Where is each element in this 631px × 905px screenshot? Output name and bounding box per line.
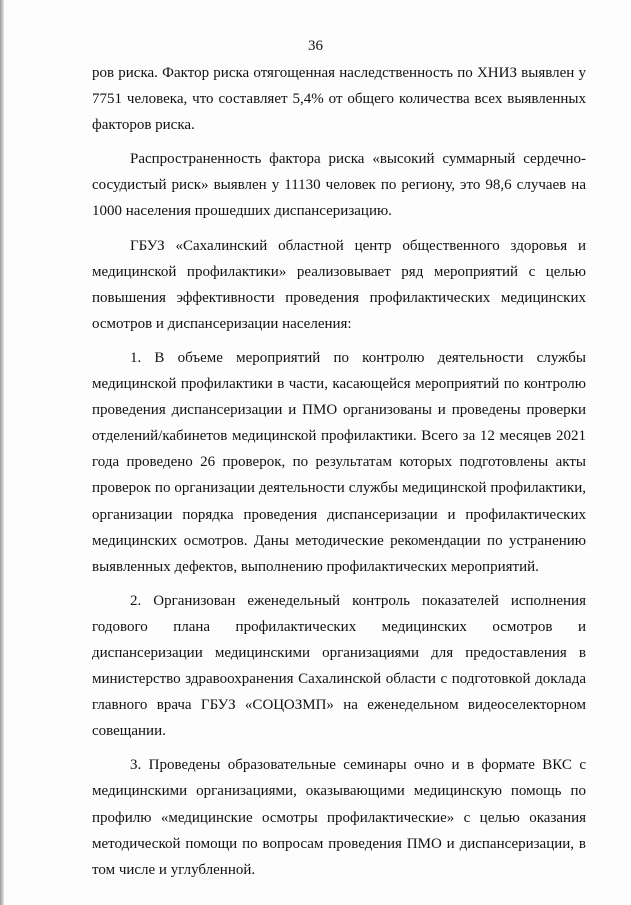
page-number: 36 bbox=[308, 38, 323, 54]
document-body bbox=[92, 60, 586, 891]
paragraph-cardiovascular-risk: Распространенность фактора риска «высокий суммарный сердечно-сосудистый риск» выявлен у 11130 человек по региону, это 98,6 случаев на 1000 населения прошедших диспансеризацию. bbox=[92, 151, 586, 220]
paragraph-item-1-inspections: 1. В объеме мероприятий по контролю деятельности службы медицинской профилактики в части, касающейся мероприятий по контролю проведения диспансеризации и ПМО организованы и проведены проверки отделений/кабинетов медицинской профилактики. Всего за 12 месяцев 2021 года проведено 26 проверок, по результатам которых подготовлены акты проверок по организации деятельности службы медицинской профилактики, организации порядка проведения диспансеризации и профилактических медицинских осмотров. Даны методические рекомендации по устранению выявленных дефектов, выполнению профилактических мероприятий. bbox=[92, 349, 586, 575]
paragraph-risk-factors-continued: ров риска. Фактор риска отягощенная наследственность по ХНИЗ выявлен у 7751 человека, что составляет 5,4% от общего количества всех выявленных факторов риска. bbox=[92, 65, 586, 134]
page-edge-shadow bbox=[0, 0, 4, 905]
paragraph-item-3-seminars: 3. Проведены образовательные семинары очно и в формате ВКС с медицинскими организациями, оказывающими медицинскую помощь по профилю «медицинские осмотры профилактические» с целью оказания методической помощи по вопросам проведения ПМО и диспансеризации, в том числе и углубленной. bbox=[92, 757, 586, 878]
paragraph-item-2-weekly-control: 2. Организован еженедельный контроль показателей исполнения годового плана профилактических медицинских осмотров и диспансеризации медицинскими организациями для предоставления в министерство здравоохранения Сахалинской области с подготовкой доклада главного врача ГБУЗ «СОЦОЗМП» на еженедельном видеоселекторном совещании. bbox=[92, 592, 586, 740]
paragraph-center-activities: ГБУЗ «Сахалинский областной центр общественного здоровья и медицинской профилактики» реализовывает ряд мероприятий с целью повышения эффективности проведения профилактических медицинских осмотров и диспансеризации населения: bbox=[92, 237, 586, 332]
